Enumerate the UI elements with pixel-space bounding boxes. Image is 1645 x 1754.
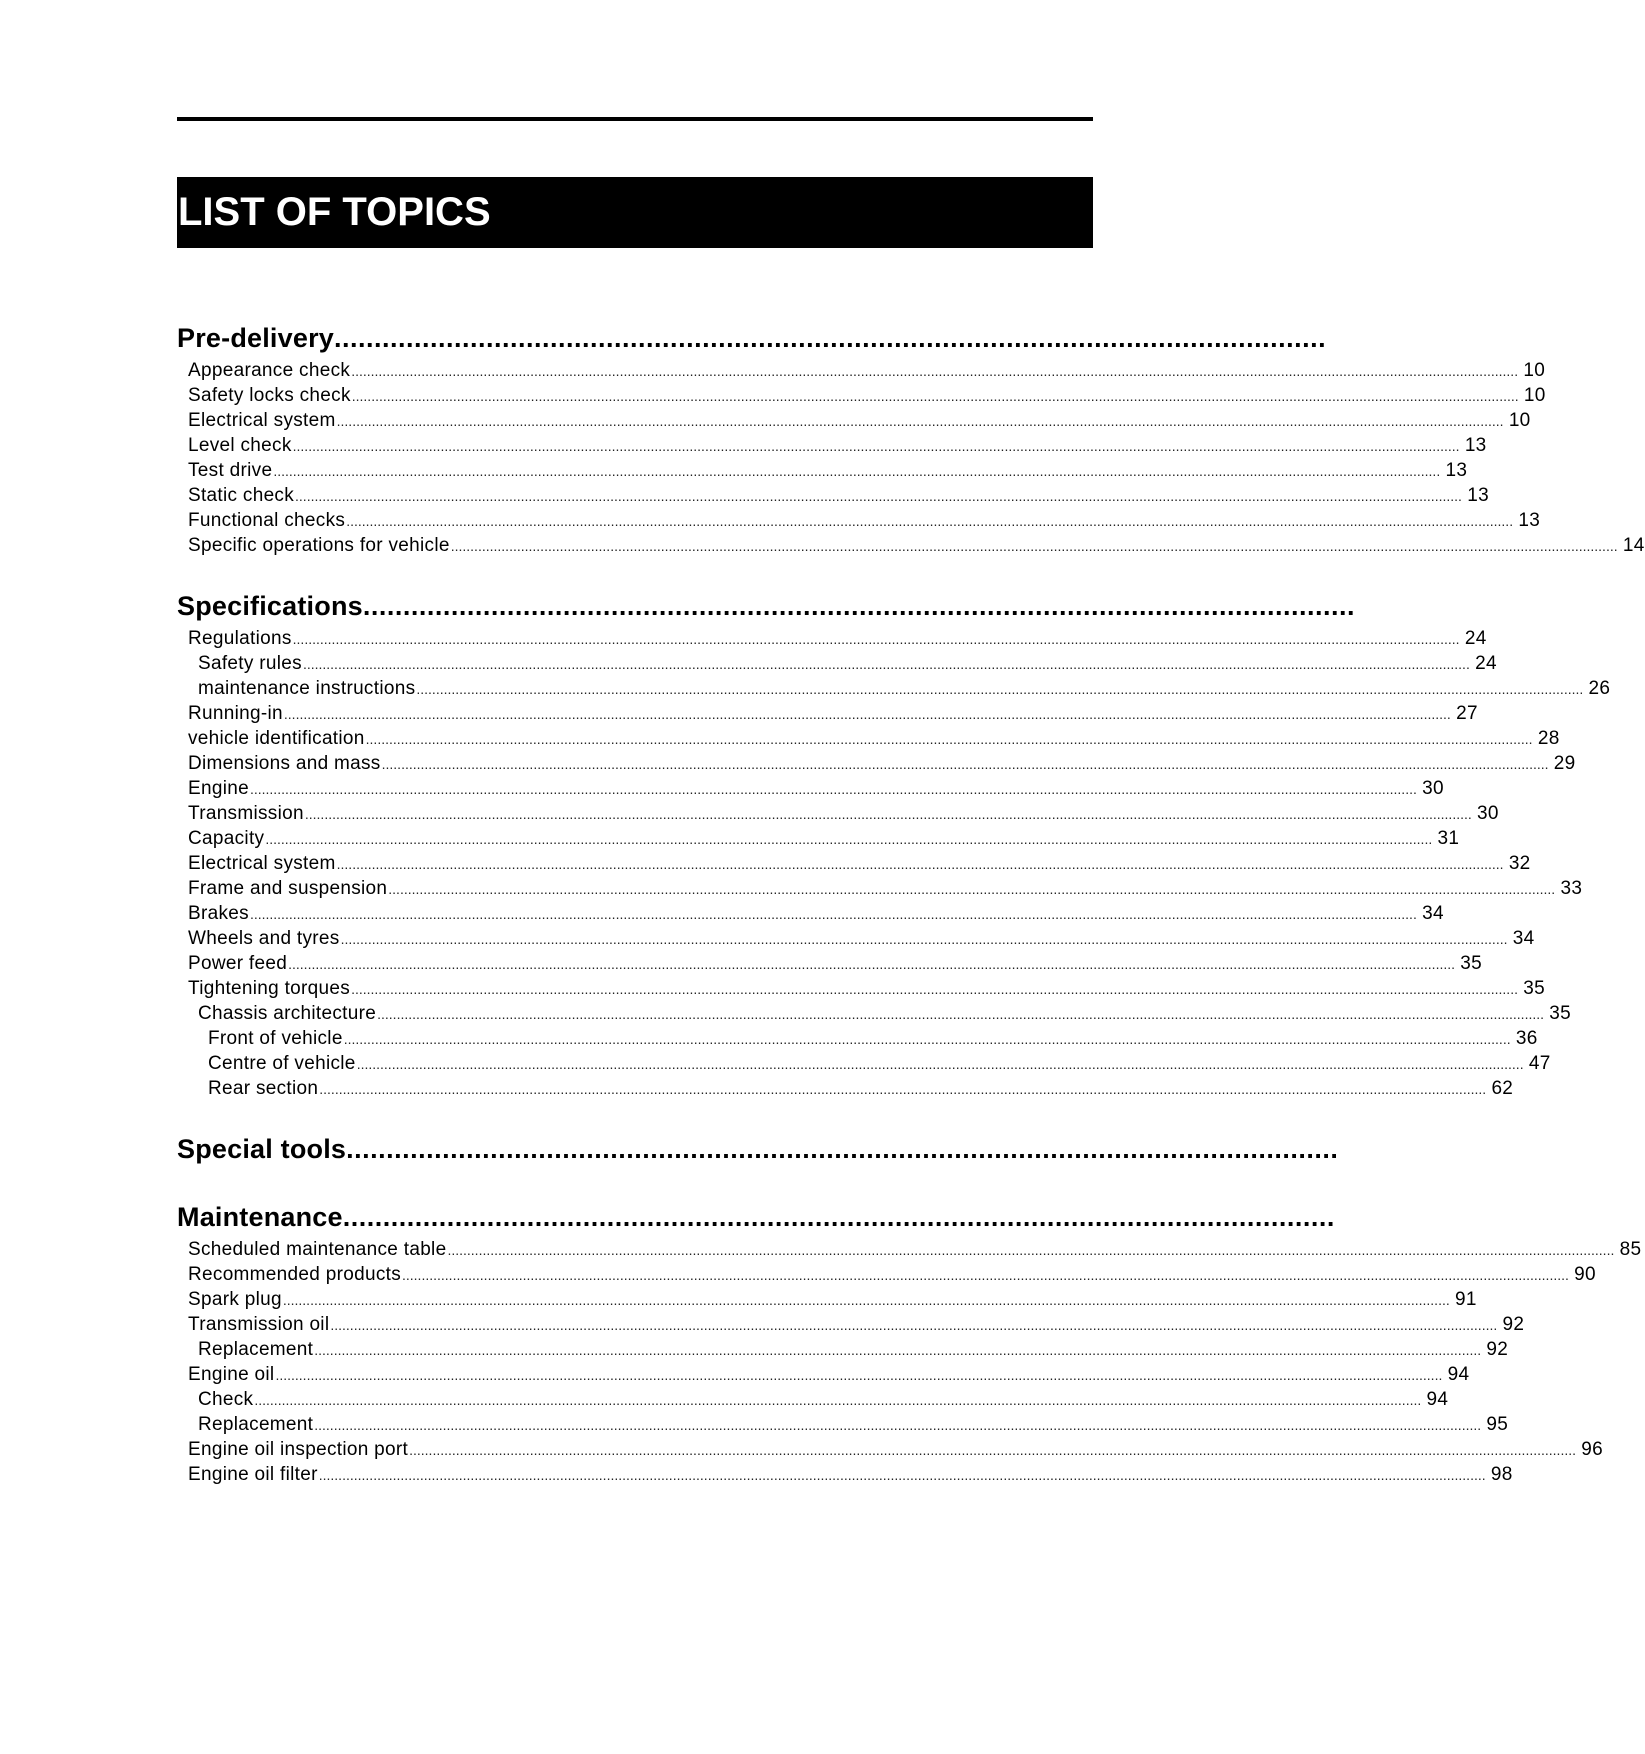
dot-leader: [377, 1002, 1544, 1027]
toc-entry-page: 94: [1447, 1364, 1470, 1385]
toc-entry[interactable]: [177, 1437, 1604, 1462]
toc-entry-title: Running-in: [188, 703, 283, 724]
title-banner: [177, 177, 1093, 248]
toc-entry-page: 33: [1560, 878, 1583, 899]
dot-leader: [337, 852, 1504, 877]
toc-entry[interactable]: [177, 383, 1546, 408]
toc-entry-page: 24: [1475, 653, 1497, 674]
dot-leader: [293, 434, 1460, 459]
toc-entry-title: Front of vehicle: [208, 1028, 343, 1049]
dot-leader: [295, 484, 1462, 509]
toc-entry[interactable]: [177, 1362, 1470, 1387]
toc-entry[interactable]: [177, 726, 1560, 751]
toc-entry-page: 13: [1467, 485, 1489, 506]
toc-entry-title: Engine oil filter: [188, 1464, 318, 1485]
toc-entry-page: 35: [1549, 1003, 1572, 1024]
toc-entry[interactable]: [177, 1387, 1449, 1412]
toc-entry-page: 13: [1464, 435, 1487, 456]
toc-entry-page: 10: [1523, 385, 1546, 406]
toc-entry-page: 91: [1455, 1289, 1477, 1310]
toc-entry-title: Frame and suspension: [188, 878, 388, 899]
toc-entry-page: 28: [1537, 728, 1560, 749]
toc-entry[interactable]: [177, 851, 1531, 876]
toc-entry[interactable]: [177, 651, 1497, 676]
toc-entry-page: 34: [1422, 903, 1444, 924]
toc-entry[interactable]: [177, 483, 1489, 508]
dot-leader: [314, 1413, 1481, 1438]
toc-entry-page: 24: [1464, 628, 1487, 649]
toc-section: [177, 1197, 1642, 1487]
toc-entry-title: Electrical system: [188, 410, 336, 431]
toc-entry-title: Electrical system: [188, 853, 336, 874]
section-heading-text: Pre-delivery: [177, 323, 334, 353]
dot-leader: [357, 1052, 1524, 1077]
toc-entry-page: 27: [1456, 703, 1478, 724]
dot-leader: [346, 509, 1513, 534]
toc-entry[interactable]: [177, 1001, 1572, 1026]
toc-entry-page: 30: [1422, 778, 1444, 799]
toc-section: [177, 1129, 1339, 1169]
dot-leader: [284, 702, 1451, 727]
section-heading[interactable]: [177, 318, 1327, 358]
page-title: LIST OF TOPICS: [178, 190, 491, 234]
dot-leader: [254, 1388, 1421, 1413]
toc-entry[interactable]: [177, 508, 1541, 533]
dot-leader: [416, 677, 1583, 702]
toc-entry-title: Check: [198, 1389, 254, 1410]
dot-leader: [319, 1463, 1486, 1488]
toc-entry-page: 10: [1508, 410, 1531, 431]
toc-entry[interactable]: [177, 751, 1576, 776]
toc-entry-title: Tightening torques: [188, 978, 351, 999]
section-heading-leader: ............................................................................................................................: [362, 591, 1356, 621]
toc-entry-page: 98: [1490, 1464, 1513, 1485]
toc-entry[interactable]: [177, 1237, 1642, 1262]
dot-leader: [366, 727, 1533, 752]
toc-entry-title: Rear section: [208, 1078, 319, 1099]
toc-entry[interactable]: [177, 676, 1611, 701]
toc-entry-title: Brakes: [188, 903, 249, 924]
toc-entry-title: Dimensions and mass: [188, 753, 381, 774]
table-of-contents: [177, 318, 1645, 1515]
toc-entry[interactable]: [177, 1262, 1596, 1287]
toc-entry[interactable]: [177, 1051, 1551, 1076]
section-heading-leader: ............................................................................................................................: [334, 323, 1327, 353]
toc-entry[interactable]: [177, 433, 1487, 458]
toc-entry-page: 90: [1574, 1264, 1596, 1285]
toc-entry-title: Engine: [188, 778, 249, 799]
section-heading[interactable]: [177, 1197, 1335, 1237]
toc-entry-page: 35: [1460, 953, 1483, 974]
dot-leader: [293, 627, 1460, 652]
dot-leader: [341, 927, 1508, 952]
toc-entry[interactable]: [177, 1312, 1525, 1337]
toc-entry-page: 32: [1508, 853, 1531, 874]
toc-entry-title: Chassis architecture: [198, 1003, 377, 1024]
toc-entry[interactable]: [177, 901, 1444, 926]
toc-entry[interactable]: [177, 1026, 1538, 1051]
toc-entry-title: Capacity: [188, 828, 265, 849]
toc-entry-page: 47: [1528, 1053, 1551, 1074]
dot-leader: [314, 1338, 1481, 1363]
dot-leader: [409, 1438, 1576, 1463]
toc-entry-title: Appearance check: [188, 360, 351, 381]
toc-entry[interactable]: [177, 876, 1583, 901]
toc-entry-title: Test drive: [188, 460, 273, 481]
toc-entry-page: 35: [1523, 978, 1545, 999]
toc-entry-title: Safety rules: [198, 653, 302, 674]
toc-entry[interactable]: [177, 1287, 1477, 1312]
toc-section: [177, 586, 1611, 1101]
section-heading-text: Special tools: [177, 1134, 347, 1164]
toc-entry[interactable]: [177, 926, 1535, 951]
toc-entry-title: Specific operations for vehicle: [188, 535, 450, 556]
toc-entry[interactable]: [177, 1412, 1509, 1437]
toc-entry[interactable]: [177, 1337, 1509, 1362]
toc-entry-page: 96: [1581, 1439, 1604, 1460]
toc-entry[interactable]: [177, 458, 1468, 483]
dot-leader: [351, 359, 1518, 384]
toc-entry-page: 13: [1445, 460, 1468, 481]
toc-entry-page: 94: [1426, 1389, 1449, 1410]
toc-entry-title: vehicle identification: [188, 728, 365, 749]
toc-entry[interactable]: [177, 408, 1531, 433]
toc-entry-title: Engine oil inspection port: [188, 1439, 409, 1460]
dot-leader: [382, 752, 1549, 777]
toc-section: [177, 318, 1645, 558]
toc-entry-page: 10: [1523, 360, 1546, 381]
toc-entry-title: Wheels and tyres: [188, 928, 340, 949]
section-heading-text: Maintenance: [177, 1202, 343, 1232]
dot-leader: [402, 1263, 1569, 1288]
toc-entry[interactable]: [177, 976, 1545, 1001]
toc-entry-title: Level check: [188, 435, 292, 456]
dot-leader: [388, 877, 1555, 902]
section-heading-leader: ............................................................................................................................: [346, 1134, 1339, 1164]
toc-entry-page: 29: [1553, 753, 1576, 774]
toc-entry-title: maintenance instructions: [198, 678, 416, 699]
toc-entry-page: 26: [1588, 678, 1611, 699]
toc-entry[interactable]: [177, 533, 1645, 558]
dot-leader: [288, 952, 1455, 977]
toc-entry-page: 95: [1486, 1414, 1509, 1435]
toc-entry-page: 34: [1512, 928, 1535, 949]
toc-entry[interactable]: [177, 826, 1460, 851]
dot-leader: [283, 1288, 1450, 1313]
top-rule: [177, 117, 1093, 121]
toc-entry-title: Replacement: [198, 1414, 314, 1435]
toc-entry[interactable]: [177, 1462, 1513, 1487]
toc-entry-page: 31: [1437, 828, 1460, 849]
toc-entry[interactable]: [177, 951, 1483, 976]
toc-entry-title: Regulations: [188, 628, 292, 649]
toc-entry-page: 30: [1477, 803, 1499, 824]
toc-entry-page: 14: [1622, 535, 1645, 556]
toc-entry[interactable]: [177, 1076, 1514, 1101]
section-heading-leader: ............................................................................................................................: [342, 1202, 1335, 1232]
dot-leader: [250, 777, 1417, 802]
dot-leader: [305, 802, 1472, 827]
toc-entry-page: 13: [1518, 510, 1541, 531]
toc-entry-title: Power feed: [188, 953, 288, 974]
dot-leader: [250, 902, 1417, 927]
toc-entry-title: Replacement: [198, 1339, 314, 1360]
toc-entry[interactable]: [177, 776, 1444, 801]
toc-entry-title: Scheduled maintenance table: [188, 1239, 447, 1260]
toc-entry[interactable]: [177, 801, 1499, 826]
dot-leader: [344, 1027, 1511, 1052]
dot-leader: [330, 1313, 1497, 1338]
section-heading[interactable]: [177, 1129, 1339, 1169]
toc-entry-title: Centre of vehicle: [208, 1053, 356, 1074]
toc-entry[interactable]: [177, 626, 1487, 651]
dot-leader: [451, 534, 1618, 559]
toc-entry-title: Static check: [188, 485, 295, 506]
toc-entry[interactable]: [177, 701, 1478, 726]
toc-entry-title: Functional checks: [188, 510, 346, 531]
toc-entry-title: Transmission: [188, 803, 304, 824]
toc-entry-page: 92: [1486, 1339, 1509, 1360]
dot-leader: [337, 409, 1504, 434]
dot-leader: [351, 977, 1518, 1002]
dot-leader: [319, 1077, 1486, 1102]
dot-leader: [303, 652, 1470, 677]
toc-entry-page: 92: [1502, 1314, 1525, 1335]
toc-entry-page: 85: [1619, 1239, 1642, 1260]
toc-entry-page: 62: [1491, 1078, 1514, 1099]
section-heading[interactable]: [177, 586, 1356, 626]
toc-entry[interactable]: [177, 358, 1546, 383]
dot-leader: [447, 1238, 1614, 1263]
toc-entry-title: Transmission oil: [188, 1314, 330, 1335]
toc-entry-title: Recommended products: [188, 1264, 401, 1285]
toc-entry-title: Safety locks check: [188, 385, 351, 406]
toc-entry-title: Spark plug: [188, 1289, 282, 1310]
dot-leader: [273, 459, 1440, 484]
dot-leader: [265, 827, 1432, 852]
dot-leader: [275, 1363, 1442, 1388]
section-heading-text: Specifications: [177, 591, 363, 621]
dot-leader: [352, 384, 1519, 409]
toc-entry-title: Engine oil: [188, 1364, 275, 1385]
toc-entry-page: 36: [1515, 1028, 1538, 1049]
